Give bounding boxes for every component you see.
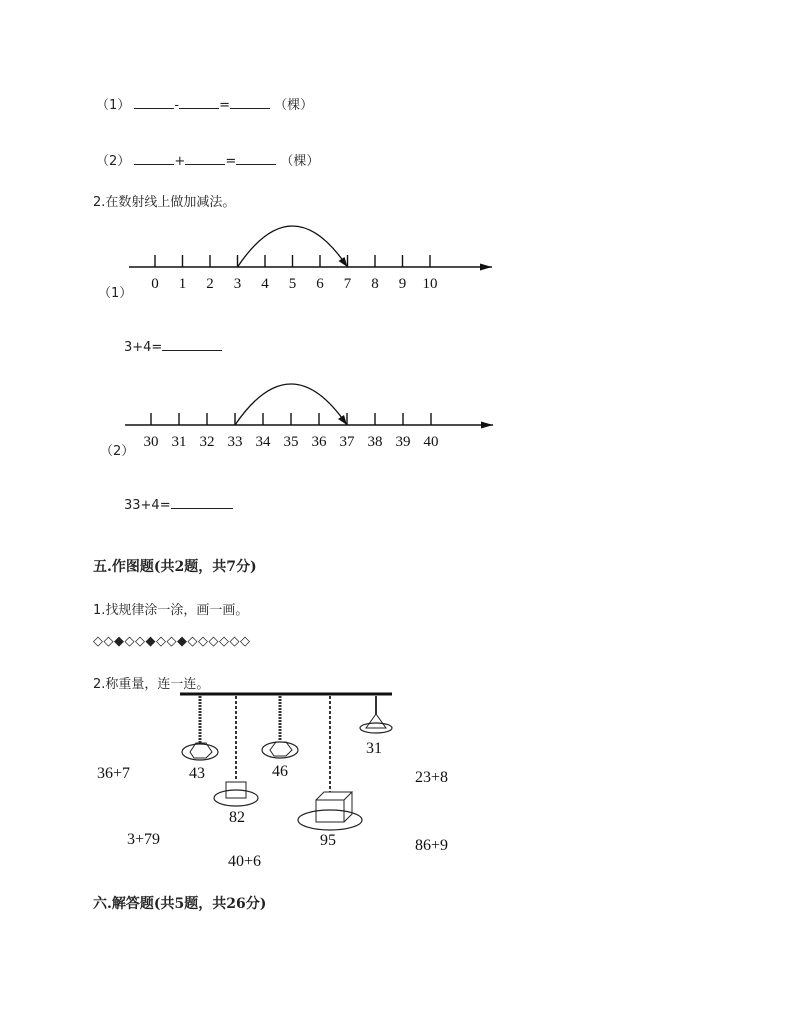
- equation-2-text: 33+4=: [124, 498, 171, 513]
- number-line-1: [120, 225, 510, 305]
- equation-1-text: 3+4=: [124, 340, 163, 355]
- expression-item[interactable]: 36+7: [97, 765, 131, 782]
- operator: +: [174, 154, 186, 169]
- section-5-q2-title: 2.称重量，连一连。: [93, 677, 210, 692]
- tick-label: 39: [395, 434, 411, 450]
- tick-label: 5: [288, 276, 297, 292]
- tick-label: 31: [171, 434, 187, 450]
- tick-label: 7: [343, 276, 352, 292]
- tick-label: 1: [178, 276, 187, 292]
- arrow-head-icon: [481, 422, 493, 429]
- expression-item[interactable]: 40+6: [228, 853, 262, 870]
- tick-label: 34: [255, 434, 271, 450]
- tick-label: 3: [233, 276, 242, 292]
- weight-label: 43: [189, 765, 205, 782]
- q1-line-2-num: （2）: [96, 154, 131, 169]
- diamond-pattern[interactable]: ◇◇◆◇◇◆◇◇◆◇◇◇◇◇◇: [93, 634, 251, 649]
- equals-sign: =: [219, 98, 231, 113]
- weight-object-95-top: [316, 792, 352, 822]
- jump-arrow-icon: [338, 415, 347, 425]
- q1-line-1-num: （1）: [96, 98, 131, 113]
- answer-blank[interactable]: [134, 152, 174, 165]
- answer-blank[interactable]: [179, 96, 219, 109]
- tick-label: 30: [143, 434, 159, 450]
- tick-label: 33: [227, 434, 243, 450]
- tick-label: 6: [316, 276, 324, 292]
- part-1-num: （1）: [98, 286, 133, 301]
- expression-item[interactable]: 3+79: [127, 831, 161, 848]
- tick-label: 36: [311, 434, 327, 450]
- q1-line-1: [96, 94, 313, 113]
- section-5-title: 五.作图题(共2题，共7分): [93, 559, 257, 575]
- equation-1: [124, 338, 222, 355]
- tick-label: 37: [339, 434, 355, 450]
- arrow-head-icon: [480, 264, 492, 271]
- q1-line-2: [96, 150, 319, 169]
- unit-label: （棵）: [280, 154, 320, 169]
- answer-blank[interactable]: [185, 152, 225, 165]
- tick-label: 35: [283, 434, 299, 450]
- answer-blank[interactable]: [236, 152, 276, 165]
- equation-2: [124, 496, 233, 513]
- tick-label: 10: [422, 276, 438, 292]
- tick-label: 0: [151, 276, 159, 292]
- expression-item[interactable]: 86+9: [415, 837, 449, 854]
- section-6-title: 六.解答题(共5题，共26分): [93, 896, 267, 912]
- number-line-2: [120, 383, 510, 463]
- answer-blank[interactable]: [230, 96, 270, 109]
- jump-arrow-icon: [339, 257, 348, 267]
- q2-title: 2.在数射线上做加减法。: [93, 195, 236, 210]
- weight-label: 82: [229, 809, 245, 826]
- tick-label: 4: [261, 276, 269, 292]
- tick-label: 9: [398, 276, 407, 292]
- tick-label: 2: [206, 276, 214, 292]
- weight-object-46: [270, 742, 292, 756]
- weight-label: 95: [320, 832, 336, 849]
- answer-blank[interactable]: [162, 338, 222, 351]
- unit-label: （棵）: [274, 98, 314, 113]
- operator: -: [174, 98, 180, 113]
- tick-label: 38: [367, 434, 383, 450]
- equals-sign: =: [225, 154, 237, 169]
- weight-object-31: [366, 714, 386, 728]
- weight-label: 46: [272, 763, 288, 780]
- tick-label: 8: [371, 276, 379, 292]
- answer-blank[interactable]: [171, 496, 233, 509]
- part-2-num: （2）: [100, 444, 135, 459]
- section-5-q1-title: 1.找规律涂一涂，画一画。: [93, 603, 249, 618]
- weight-label: 31: [366, 740, 382, 757]
- answer-blank[interactable]: [134, 96, 174, 109]
- expression-item[interactable]: 23+8: [415, 769, 449, 786]
- tick-label: 40: [423, 434, 439, 450]
- tick-label: 32: [199, 434, 215, 450]
